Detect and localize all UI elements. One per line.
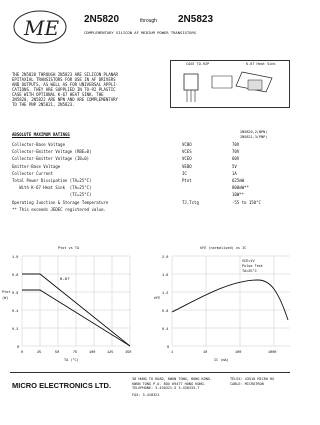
company-name: MICRO ELECTRONICS LTD. [12, 381, 112, 390]
chart2-ytick: 0.4 [162, 328, 169, 332]
description: THE 2N5820 THROUGH 2N5823 ARE SILICON PLANAR EPITAXIAL TRANSISTORS FOR USE IN AF DRIVERS AND OUTPUTS, AS WELL AS FOR UNIVERSAL APPLI- CATIONS. THEY ARE SUPPLIED IN TO-92 PLASTIC CASE WITH OPTIONAL K-67 HEAT SINK. THE 2N5820, 2N5822 ARE NPN AND ARE COMPLEMENTARY TO THE PNP 2N5821, 2N5823. [12, 72, 118, 107]
chart1-ytick: 1.0 [12, 256, 19, 260]
chart1-xtick: 150 [125, 351, 132, 355]
ratings-row: Operating Junction & Storage Temperature TJ,Tstg -55 to 150°C [12, 199, 261, 205]
chart1-yunit: (W) [2, 296, 9, 300]
chart2-xtick: 10 [203, 351, 208, 355]
chart1-annotation: K-67 [60, 278, 70, 282]
case-label: CASE TO-92P [186, 62, 210, 66]
chart2-annotation2: Pulse Test [242, 265, 264, 269]
chart1-title: Ptot vs TA [58, 246, 80, 250]
chart2-xtick: 1000 [268, 351, 277, 355]
chart2-ytick: 1.2 [162, 292, 169, 296]
chart2-xlabel: IC (mA) [214, 358, 229, 362]
chart2-xtick: 100 [235, 351, 242, 355]
ratings-row: Collector-Emitter Voltage (IB=0) VCEO 60V [12, 156, 240, 162]
footer-contacts: TELEX: 43510 MICRO HX CABLE: MICROTRON [230, 377, 275, 386]
chart1-xtick: 50 [55, 351, 60, 355]
chart2-plot [150, 250, 300, 358]
chart1-xtick: 100 [89, 351, 96, 355]
chart2-annotation3: TA=25°C [242, 270, 257, 274]
ratings-col2: 2N5821,3(PNP) [240, 135, 268, 139]
chart1-ytick: 0.4 [12, 310, 19, 314]
heatsink-label: K-67 Heat Sink [246, 62, 276, 66]
chart2-title: hFE (normalised) vs IC [200, 246, 247, 250]
chart1-plot [0, 250, 150, 358]
chart1-ytick: 0.2 [12, 328, 19, 332]
ratings-heading: ABSOLUTE MAXIMUM RATINGS [12, 132, 70, 137]
ratings-row: Emitter-Base Voltage VEBO 5V [12, 163, 237, 169]
chart2-ytick: 0.8 [162, 310, 169, 314]
chart1-xtick: 25 [37, 351, 42, 355]
ratings-footnote: ** This exceeds JEDEC registered value. [12, 206, 106, 212]
chart1-xtick: 0 [21, 351, 24, 355]
chart2-ytick: 2.0 [162, 256, 169, 260]
chart2-ylabel: hFE [154, 296, 161, 300]
chart1-ytick: 0.8 [12, 274, 19, 278]
footer-divider [10, 372, 290, 373]
chart1-ytick: 0 [17, 346, 20, 350]
chart2-ytick: 0 [167, 346, 170, 350]
chart1-xlabel: TA (°C) [64, 358, 79, 362]
svg-text:ME: ME [24, 16, 60, 40]
ratings-row: Collector-Emitter Voltage (RBE=0) VCES 70V [12, 149, 240, 155]
chart1-ytick: 0.6 [12, 292, 19, 296]
ratings-col1: 2N5820,2(NPN) [240, 130, 268, 134]
company-logo [12, 8, 68, 46]
ratings-table [12, 142, 292, 214]
ratings-row: With K-67 Heat Sink (TA=25°C) 800mW** [12, 185, 249, 191]
through-text: through [140, 18, 157, 24]
chart1-xtick: 75 [73, 351, 78, 355]
ratings-row: (TC=25°C) 10W** [12, 192, 245, 198]
footer-fax: FAX: 3-410321 [132, 393, 160, 397]
chart2-annotation1: VCE=1V [242, 260, 255, 264]
chart1-xtick: 125 [107, 351, 114, 355]
ratings-row: Total Power Dissipation (TA=25°C) Ptot 625mW [12, 177, 245, 183]
ratings-row: Collector-Base Voltage VCBO 70V [12, 142, 240, 147]
chart2-curve [172, 280, 288, 320]
chart2-xtick: 1 [171, 351, 174, 355]
subtitle: COMPLEMENTARY SILICON AF MEDIUM POWER TRANSISTORS [84, 30, 197, 35]
part-first: 2N5820 [84, 14, 120, 25]
footer-address: 38 HUNG TO ROAD, KWUN TONG, HONG KONG. KWUN TONG P.O. BOX 69477 HONG KONG. TELEPHONE: 3-430321-5 3-430333-7 [132, 377, 213, 390]
ratings-row: Collector Current IC 1A [12, 170, 237, 176]
chart2-ytick: 1.6 [162, 274, 169, 278]
part-last: 2N5823 [178, 14, 214, 25]
package-drawing [172, 68, 286, 104]
chart1-ylabel: Ptot [2, 290, 11, 294]
